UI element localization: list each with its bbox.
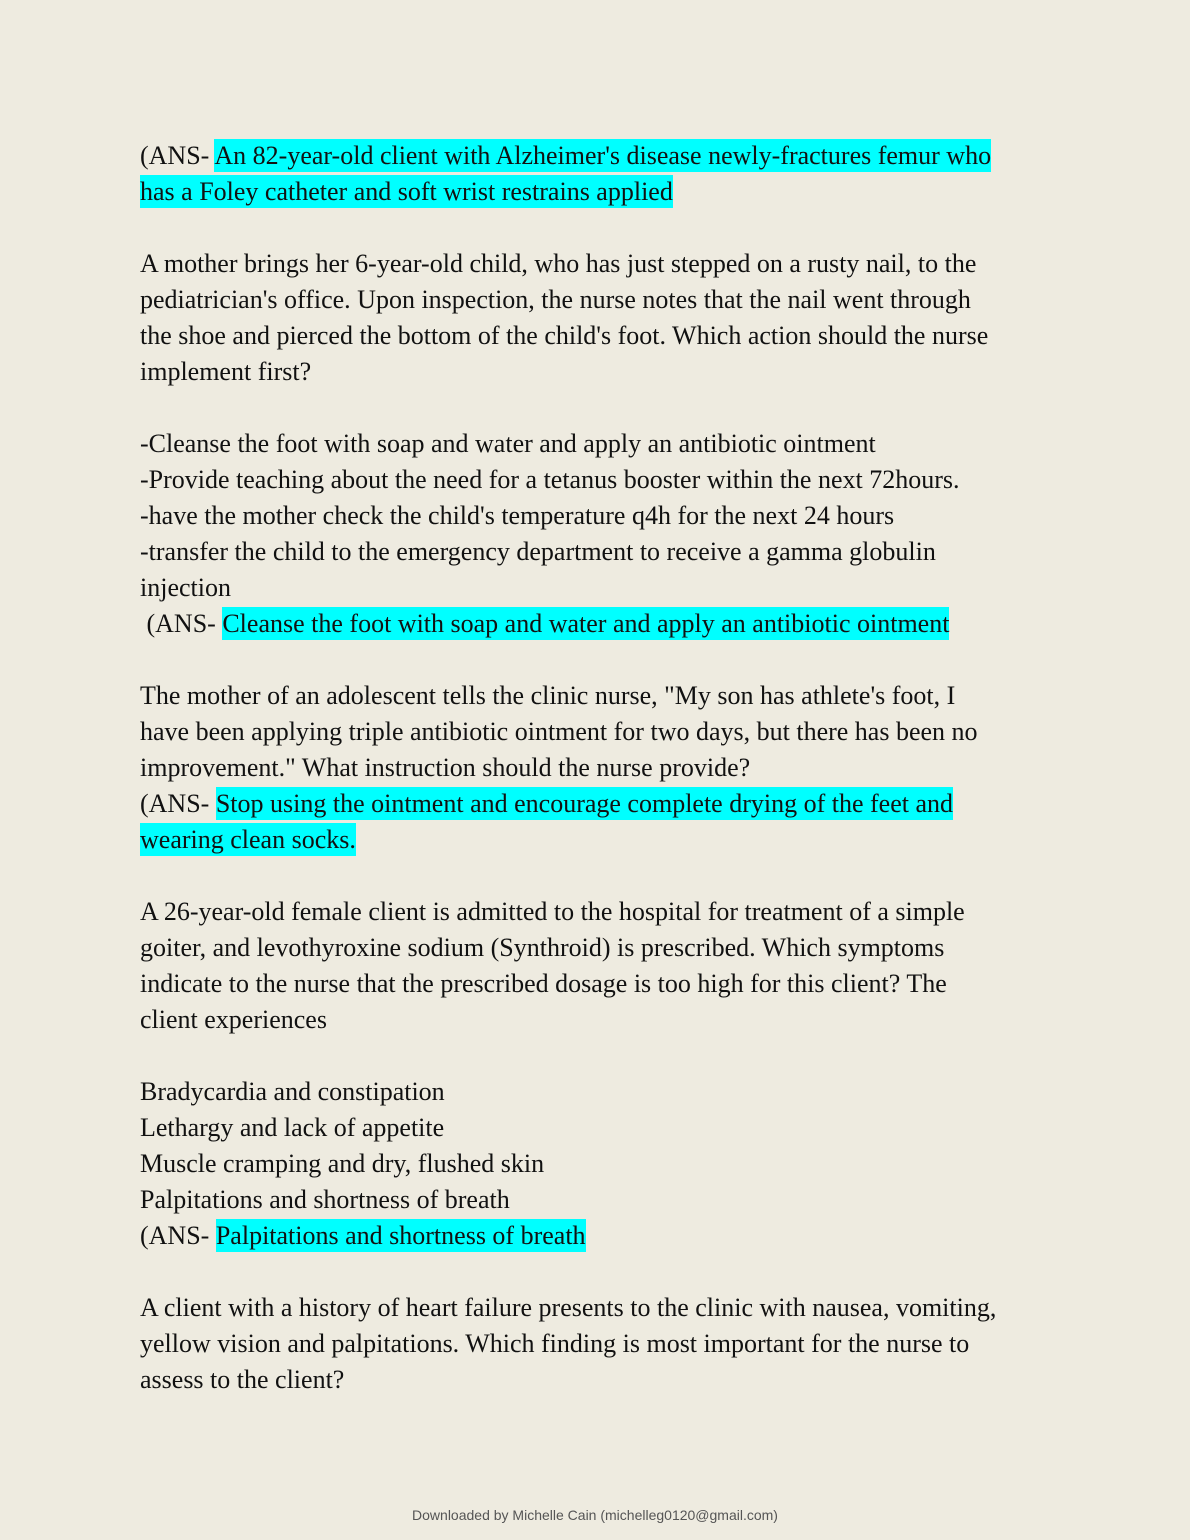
line-text: -have the mother check the child's temperature q4h for the next 24 hours [140,501,895,530]
line-text: injection [140,573,231,602]
highlighted-answer: has a Foley catheter and soft wrist restrains applied [140,177,673,206]
text-line [140,210,1060,246]
text-line [140,498,1060,534]
line-text: pediatrician's office. Upon inspection, the nurse notes that the nail went through [140,285,971,314]
document-body [140,138,1060,1398]
highlighted-answer: Palpitations and shortness of breath [215,1221,586,1250]
line-text: the shoe and pierced the bottom of the child's foot. Which action should the nurse [140,321,989,350]
line-text: Palpitations and shortness of breath [140,1185,510,1214]
line-text: (ANS- [140,141,215,170]
text-line [140,750,1060,786]
text-line [140,1110,1060,1146]
text-line [140,282,1060,318]
line-text: Bradycardia and constipation [140,1077,445,1106]
answer-line [140,606,1060,642]
highlighted-answer: wearing clean socks. [140,825,356,854]
line-text: implement first? [140,357,312,386]
text-line [140,894,1060,930]
highlighted-answer: An 82-year-old client with Alzheimer's disease newly-fractures femur who [214,141,992,170]
text-line [140,1182,1060,1218]
line-text: Muscle cramping and dry, flushed skin [140,1149,545,1178]
text-line [140,1254,1060,1290]
text-line [140,1002,1060,1038]
text-line [140,462,1060,498]
line-text: assess to the client? [140,1365,345,1394]
answer-line [140,822,1060,858]
text-line [140,534,1060,570]
text-line [140,642,1060,678]
text-line [140,714,1060,750]
line-text: improvement." What instruction should the nurse provide? [140,753,751,782]
answer-line [140,174,1060,210]
line-text: The mother of an adolescent tells the clinic nurse, "My son has athlete's foot, I [140,681,956,710]
text-line [140,1290,1060,1326]
line-text: have been applying triple antibiotic ointment for two days, but there has been no [140,717,978,746]
text-line [140,678,1060,714]
line-text: A mother brings her 6-year-old child, who has just stepped on a rusty nail, to the [140,249,977,278]
line-text: (ANS- [140,609,223,638]
text-line [140,318,1060,354]
answer-line [140,138,1060,174]
text-line [140,1326,1060,1362]
text-line [140,966,1060,1002]
line-text: -Cleanse the foot with soap and water and apply an antibiotic ointment [140,429,876,458]
highlighted-answer: Cleanse the foot with soap and water and apply an antibiotic ointment [222,609,950,638]
line-text: -transfer the child to the emergency department to receive a gamma globulin [140,537,936,566]
text-line [140,1074,1060,1110]
text-line [140,354,1060,390]
text-line [140,1038,1060,1074]
line-text: A client with a history of heart failure presents to the clinic with nausea, vomiting, [140,1293,997,1322]
answer-line [140,1218,1060,1254]
line-text: (ANS- [140,789,216,818]
text-line [140,246,1060,282]
highlighted-answer: Stop using the ointment and encourage complete drying of the feet and [215,789,954,818]
text-line [140,930,1060,966]
text-line [140,1146,1060,1182]
text-line [140,1362,1060,1398]
line-text: indicate to the nurse that the prescribed dosage is too high for this client? The [140,969,947,998]
line-text: Lethargy and lack of appetite [140,1113,445,1142]
line-text: client experiences [140,1005,327,1034]
answer-line [140,786,1060,822]
line-text: A 26-year-old female client is admitted to the hospital for treatment of a simple [140,897,965,926]
line-text: -Provide teaching about the need for a tetanus booster within the next 72hours. [140,465,960,494]
text-line [140,390,1060,426]
line-text: yellow vision and palpitations. Which finding is most important for the nurse to [140,1329,970,1358]
text-line [140,426,1060,462]
line-text: (ANS- [140,1221,216,1250]
text-line [140,570,1060,606]
download-footer: Downloaded by Michelle Cain (michelleg0120@gmail.com) [412,1507,778,1523]
text-line [140,858,1060,894]
line-text: goiter, and levothyroxine sodium (Synthroid) is prescribed. Which symptoms [140,933,945,962]
